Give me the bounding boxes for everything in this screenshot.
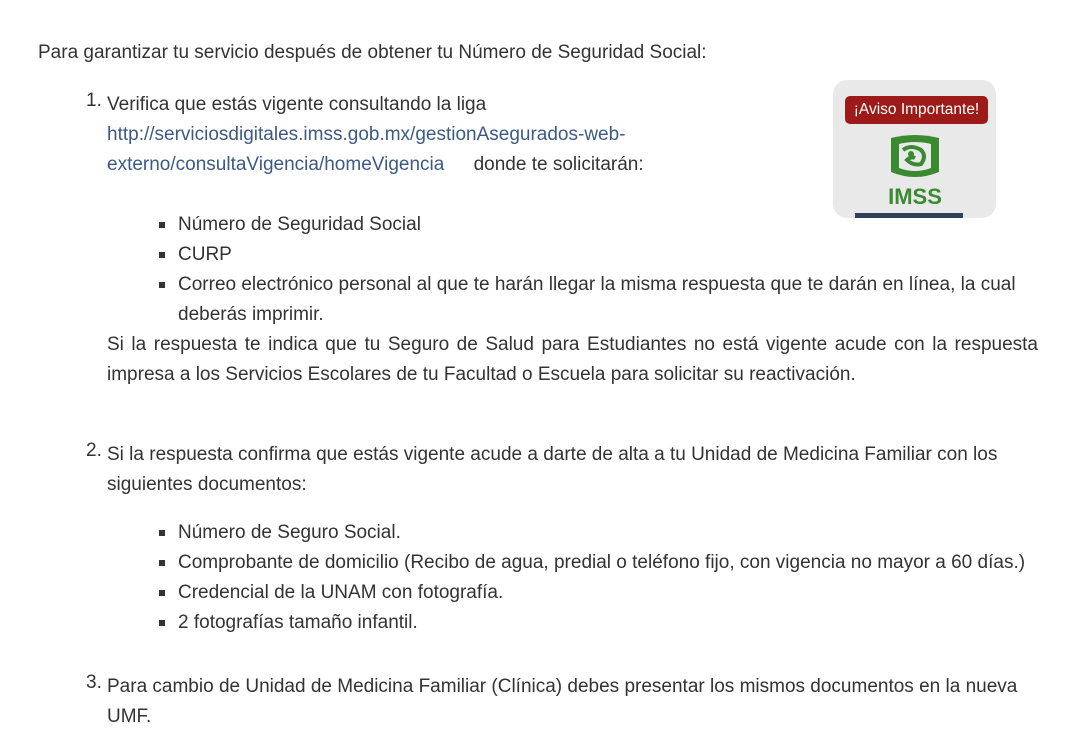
imss-logo-icon	[881, 130, 949, 210]
step-1-requirements	[86, 210, 1038, 390]
list-item: CURP	[157, 240, 1027, 270]
list-item: Comprobante de domicilio (Recibo de agua, predial o teléfono fijo, con vigencia no mayor a 60 días.)	[157, 548, 1037, 578]
step-number: 3.	[86, 672, 102, 693]
step-1-note: Si la respuesta te indica que tu Seguro de Salud para Estudiantes no está vigente acude con la respuesta impresa a los Servicios Escolares de tu Facultad o Escuela para solicitar su reactivación.	[107, 334, 1038, 385]
list-item: Número de Seguridad Social	[157, 210, 1027, 240]
step-number: 2.	[86, 440, 102, 461]
list-item: 2 fotografías tamaño infantil.	[157, 608, 1037, 638]
list-item: Credencial de la UNAM con fotografía.	[157, 578, 1037, 608]
aviso-importante-label: ¡Aviso Importante!	[845, 96, 988, 124]
step-3-text: Para cambio de Unidad de Medicina Familiar (Clínica) debes presentar los mismos documentos en la nueva UMF.	[107, 676, 1018, 727]
list-item-step-2	[86, 440, 1038, 638]
badge-bar	[855, 213, 963, 218]
step-number: 1.	[86, 90, 102, 111]
list-item: Correo electrónico personal al que te harán llegar la misma respuesta que te darán en línea, la cual deberás imprimir.	[157, 270, 1027, 330]
imss-logo-text: IMSS	[888, 184, 942, 209]
list-item: Número de Seguro Social.	[157, 518, 1037, 548]
list-item-step-3	[86, 672, 1038, 732]
vigencia-link-line-2[interactable]: externo/consultaVigencia/homeVigencia	[107, 154, 445, 175]
step-1-text: Verifica que estás vigente consultando la liga	[107, 94, 487, 115]
vigencia-link-line-1[interactable]: http://serviciosdigitales.imss.gob.mx/gestionAsegurados-web-	[107, 124, 626, 145]
step-1-text-after-link: donde te solicitarán:	[473, 154, 644, 175]
step-2-text: Si la respuesta confirma que estás vigente acude a darte de alta a tu Unidad de Medicina Familiar con los siguientes documentos:	[107, 444, 998, 495]
intro-text: Para garantizar tu servicio después de obtener tu Número de Seguridad Social:	[38, 42, 707, 63]
aviso-importante-badge	[833, 80, 996, 218]
